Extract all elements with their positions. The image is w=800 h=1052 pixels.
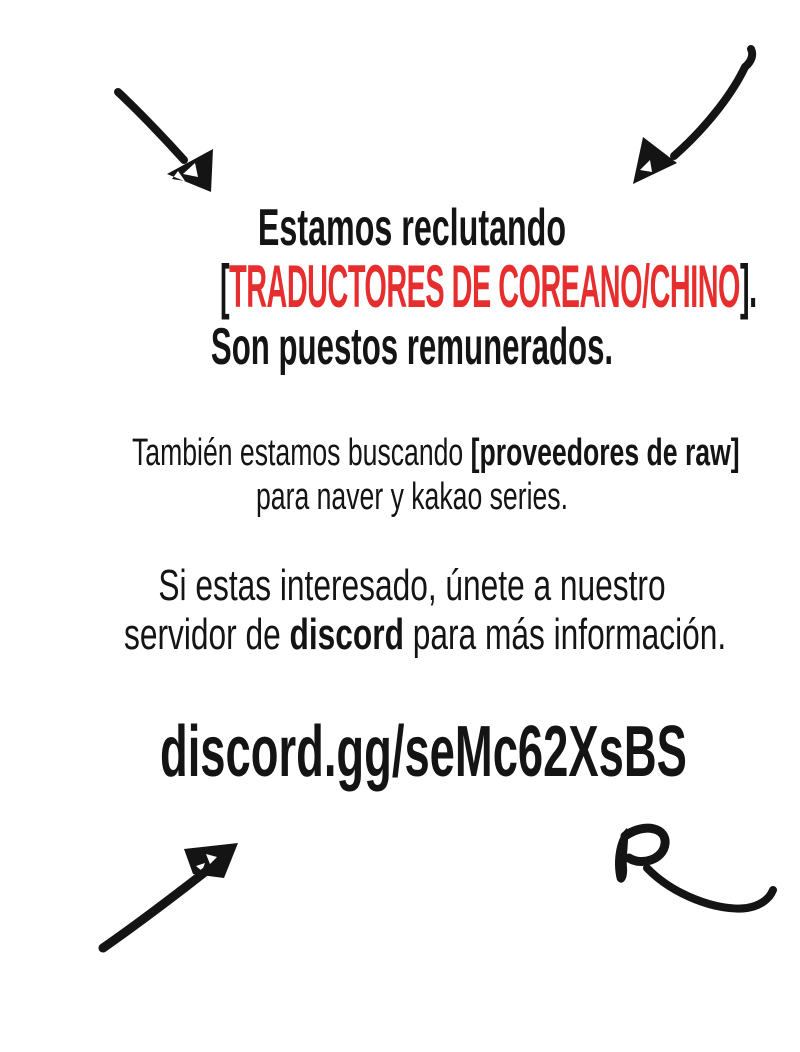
recruiting-role-line (220, 253, 757, 320)
role-close-bracket: ]. (739, 253, 757, 320)
cta-discord-word: discord (289, 610, 404, 659)
role-open-bracket: [ (220, 253, 230, 320)
discord-invite-url: discord.gg/seMc62XsBS (160, 712, 687, 792)
spacer (12, 376, 800, 431)
spacer (12, 519, 800, 561)
cta-line-2-before: servidor de (124, 610, 290, 659)
raw-providers-highlight: [proveedores de raw] (470, 432, 740, 474)
raw-providers-detail: para naver y kakao series. (256, 476, 568, 518)
cta-line-2-after: para más información. (403, 610, 727, 659)
cta-line-2 (124, 610, 727, 659)
spacer (12, 659, 800, 714)
recruiting-intro: Estamos reclutando (257, 199, 567, 257)
recruiting-role: TRADUCTORES DE COREANO/CHINO (229, 253, 740, 320)
arrow-top-right-icon (612, 40, 757, 202)
raw-providers-lead: También estamos buscando (132, 432, 471, 474)
arrow-top-left-icon (95, 78, 225, 200)
arrow-bottom-right-icon (597, 816, 783, 916)
arrow-bottom-left-icon (86, 836, 244, 958)
notice-text-block (12, 200, 800, 790)
cta-line-1: Si estas interesado, únete a nuestro (158, 561, 666, 610)
raw-providers-line (132, 431, 740, 475)
paid-positions-note: Son puestos remunerados. (210, 318, 614, 376)
